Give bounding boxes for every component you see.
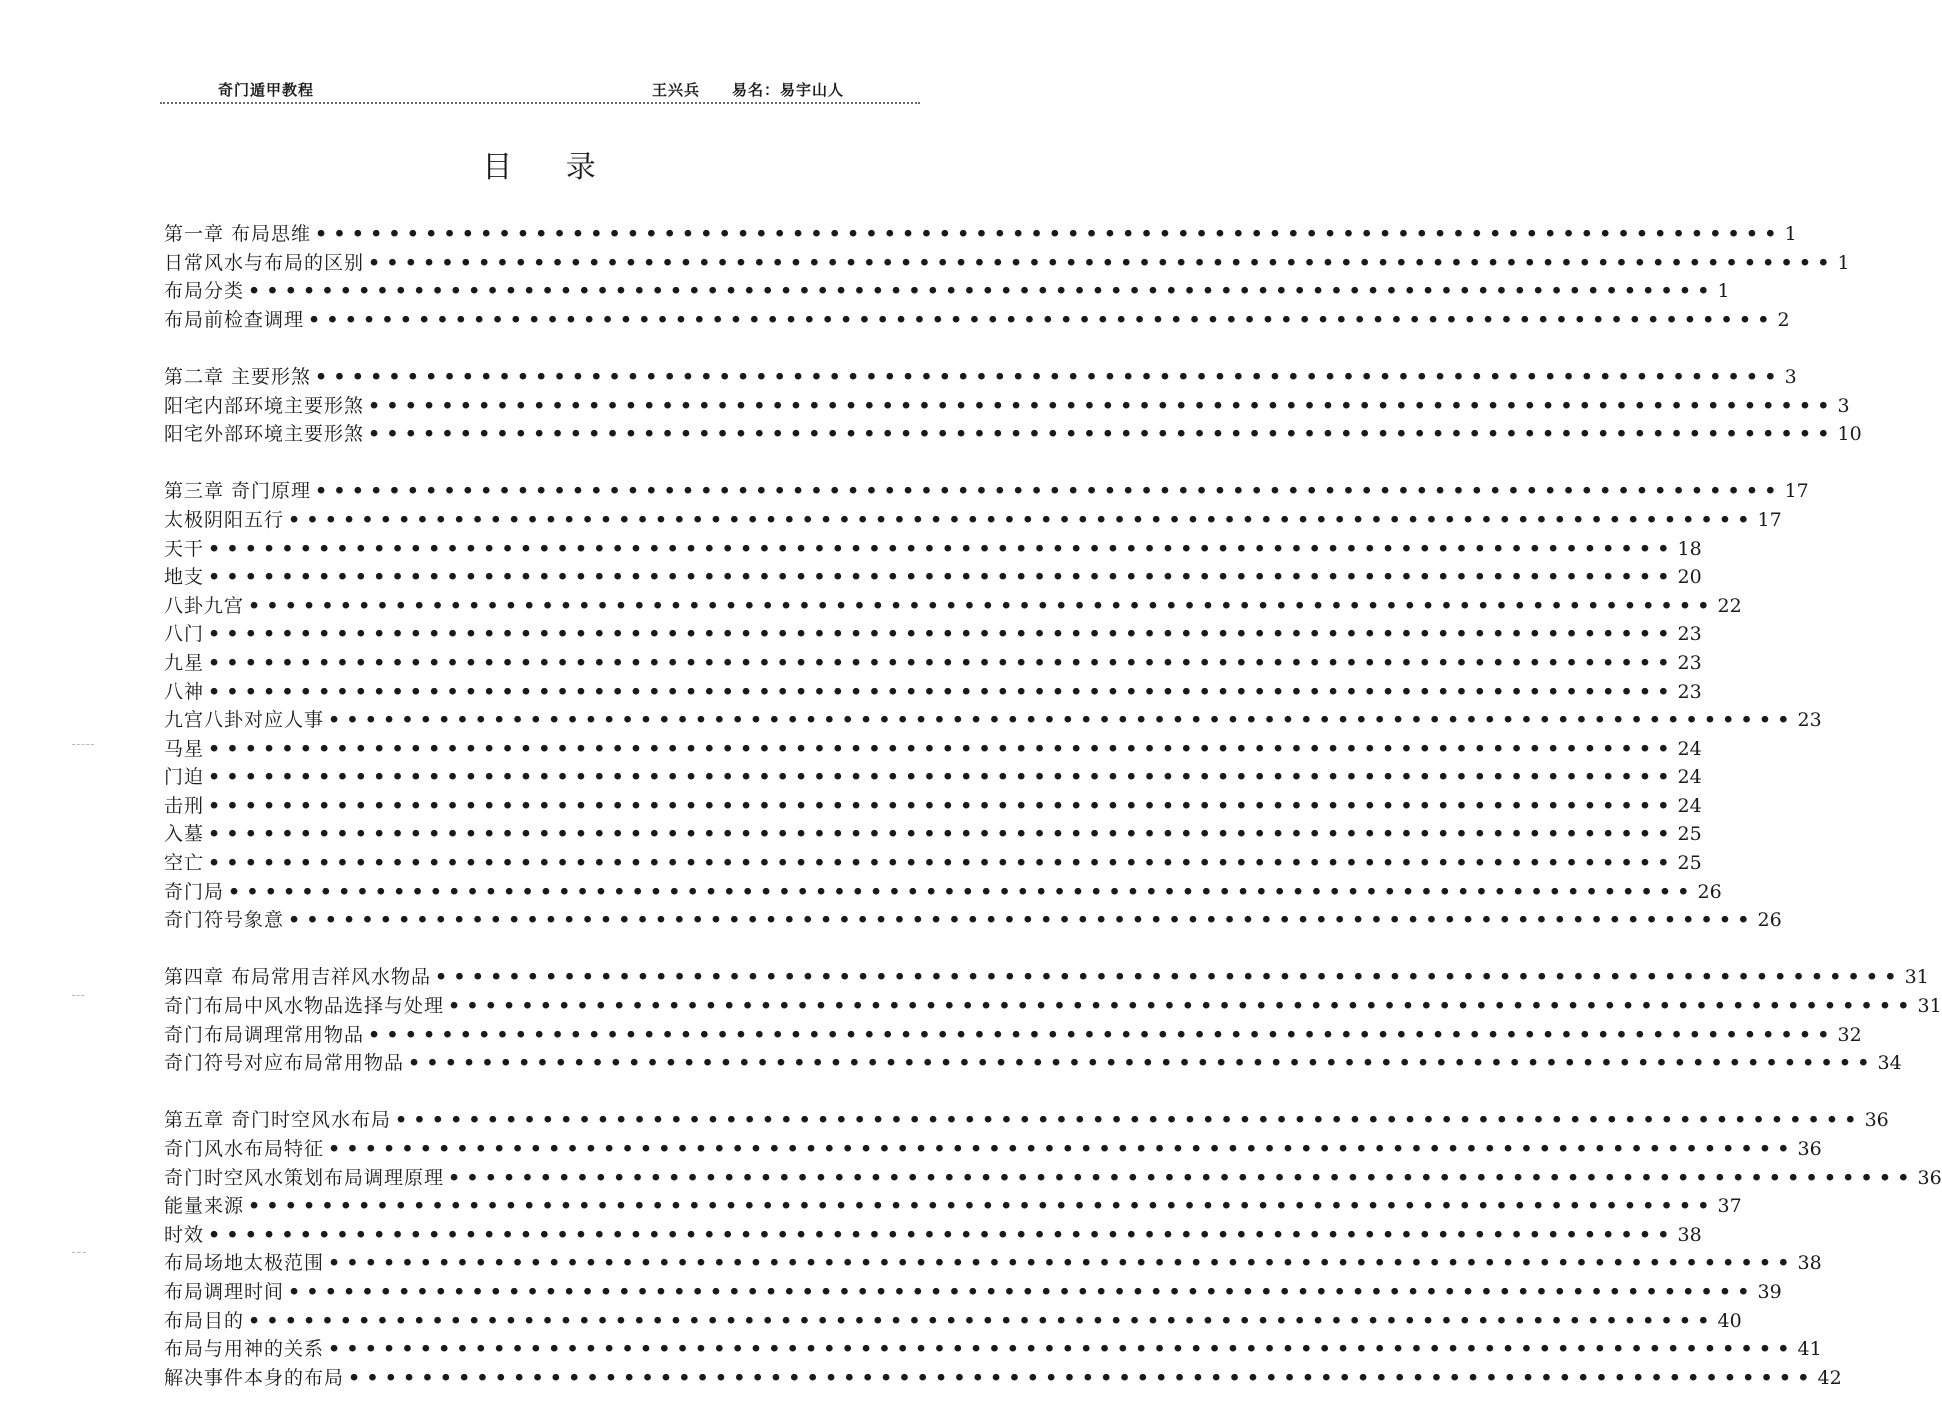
toc-page-number: 37 [1717,1195,1742,1218]
toc-entry-label: 九宫八卦对应人事 [164,709,325,732]
toc-page-number: 1 [1717,280,1730,303]
toc-leader-dots: •••••••••••••••••••••••••••••••••••••••••••••••••••••••••••••••••••••••••••••••• [328,1138,1796,1160]
toc-entry[interactable] [164,592,1742,621]
toc-entry[interactable] [164,1364,1842,1393]
toc-entry-label: 解决事件本身的布局 [164,1366,345,1389]
toc-leader-dots: •••••••••••••••••••••••••••••••••••••••••••••••••••••••••••••••••••••••••••••••• [208,737,1676,760]
toc-leader-dots: •••••••••••••••••••••••••••••••••••••••••••••••••••••••••••••••••••••••••••••••• [408,1052,1876,1075]
toc-entry[interactable] [164,792,1702,821]
toc-leader-dots: •••••••••••••••••••••••••••••••••••••••••••••••••••••••••••••••••••••••••••••••• [208,623,1676,646]
toc-entry-label: 击刑 [164,794,205,817]
toc-entry-label: 第二章 主要形煞 [164,365,312,388]
toc-leader-dots: •••••••••••••••••••••••••••••••••••••••••••••••••••••••••••••••••••••••••••••••• [208,537,1676,560]
toc-page-number: 25 [1677,823,1702,846]
toc-leader-dots: •••••••••••••••••••••••••••••••••••••••••••••••••••••••••••••••••••••••••••••••• [368,251,1836,274]
page-title: 目 录 [482,150,618,185]
toc-entry[interactable] [164,420,1862,449]
toc-leader-dots: •••••••••••••••••••••••••••••••••••••••••••••••••••••••••••••••••••••••••••••••• [288,508,1756,531]
header-divider [160,102,920,104]
toc-leader-dots: •••••••••••••••••••••••••••••••••••••••••••••••••••••••••••••••••••••••••••••••• [435,966,1903,989]
toc-leader-dots: •••••••••••••••••••••••••••••••••••••••••••••••••••••••••••••••••••••••••••••••• [328,1338,1796,1361]
toc-entry[interactable] [164,1164,1942,1193]
toc-page-number: 1 [1784,223,1797,245]
toc-entry-label: 奇门时空风水策划布局调理原理 [164,1166,445,1189]
toc-entry-label: 太极阴阳五行 [164,508,285,531]
table-of-contents [164,220,1942,1392]
toc-leader-dots: •••••••••••••••••••••••••••••••••••••••••••••••••••••••••••••••••••••••••••••••• [315,480,1783,503]
toc-leader-dots: •••••••••••••••••••••••••••••••••••••••••••••••••••••••••••••••••••••••••••••••• [248,1309,1716,1332]
toc-entry-label: 奇门局 [164,880,225,903]
toc-page-number: 17 [1757,508,1782,531]
toc-entry-label: 门迫 [164,766,205,789]
toc-page-number: 42 [1817,1366,1842,1389]
scan-speck [72,744,94,745]
toc-entry-label: 布局前检查调理 [164,308,305,331]
toc-leader-dots: •••••••••••••••••••••••••••••••••••••••••••••••••••••••••••••••••••••••••••••••• [315,223,1783,245]
toc-entry[interactable] [164,1221,1702,1250]
toc-entry-label: 奇门风水布局特征 [164,1138,325,1160]
toc-entry-label: 第一章 布局思维 [164,223,312,245]
toc-leader-dots: •••••••••••••••••••••••••••••••••••••••••••••••••••••••••••••••••••••••••••••••• [208,651,1676,674]
toc-entry[interactable] [164,535,1702,564]
toc-leader-dots: •••••••••••••••••••••••••••••••••••••••••••••••••••••••••••••••••••••••••••••••• [368,394,1836,417]
toc-leader-dots: •••••••••••••••••••••••••••••••••••••••••••••••••••••••••••••••••••••••••••••••• [328,1252,1796,1275]
toc-leader-dots: •••••••••••••••••••••••••••••••••••••••••••••••••••••••••••••••••••••••••••••••• [348,1366,1816,1389]
toc-leader-dots: •••••••••••••••••••••••••••••••••••••••••••••••••••••••••••••••••••••••••••••••• [368,1023,1836,1046]
toc-entry-label: 地支 [164,566,205,589]
toc-entry[interactable] [164,306,1790,335]
toc-chapter-entry[interactable] [164,363,1797,392]
toc-page-number: 22 [1717,594,1742,617]
toc-entry[interactable] [164,735,1702,764]
toc-leader-dots: •••••••••••••••••••••••••••••••••••••••••••••••••••••••••••••••••••••••••••••••• [328,709,1796,732]
toc-entry[interactable] [164,277,1730,306]
toc-leader-dots: •••••••••••••••••••••••••••••••••••••••••••••••••••••••••••••••••••••••••••••••• [208,852,1676,875]
toc-page-number: 24 [1677,794,1702,817]
section-gap [164,334,920,363]
toc-chapter-entry[interactable] [164,963,1929,992]
toc-leader-dots: •••••••••••••••••••••••••••••••••••••••••••••••••••••••••••••••••••••••••••••••• [308,308,1776,331]
toc-entry-label: 奇门符号对应布局常用物品 [164,1052,405,1075]
toc-chapter-entry[interactable] [164,220,1797,249]
section-gap [164,1078,920,1107]
toc-page-number: 39 [1757,1280,1782,1303]
toc-page-number: 3 [1837,394,1850,417]
toc-entry[interactable] [164,992,1942,1021]
toc-entry[interactable] [164,878,1722,907]
toc-entry-label: 阳宅内部环境主要形煞 [164,394,365,417]
toc-leader-dots: •••••••••••••••••••••••••••••••••••••••••••••••••••••••••••••••••••••••••••••••• [248,1195,1716,1218]
scan-speck [72,1252,86,1253]
running-header-title: 奇门遁甲教程 [218,81,315,99]
toc-page-number: 41 [1797,1338,1822,1361]
toc-entry-label: 第五章 奇门时空风水布局 [164,1109,392,1132]
toc-page-number: 31 [1904,966,1929,989]
toc-leader-dots: •••••••••••••••••••••••••••••••••••••••••••••••••••••••••••••••••••••••••••••••• [288,1280,1756,1303]
toc-page-number: 1 [1837,251,1850,274]
section-gap [164,935,920,964]
toc-entry-label: 第四章 布局常用吉祥风水物品 [164,966,432,989]
toc-entry-label: 马星 [164,737,205,760]
toc-entry[interactable] [164,1307,1742,1336]
toc-page-number: 10 [1837,423,1862,446]
scan-speck [72,995,84,996]
toc-page-number: 3 [1784,365,1797,388]
toc-page-number: 36 [1917,1166,1942,1189]
toc-entry-label: 第三章 奇门原理 [164,480,312,503]
toc-entry[interactable] [164,506,1782,535]
toc-leader-dots: •••••••••••••••••••••••••••••••••••••••••••••••••••••••••••••••••••••••••••••••• [248,594,1716,617]
toc-page-number: 38 [1797,1252,1822,1275]
toc-leader-dots: •••••••••••••••••••••••••••••••••••••••••••••••••••••••••••••••••••••••••••••••• [208,823,1676,846]
toc-page-number: 2 [1777,308,1790,331]
toc-page-number: 32 [1837,1023,1862,1046]
toc-entry[interactable] [164,249,1850,278]
toc-leader-dots: •••••••••••••••••••••••••••••••••••••••••••••••••••••••••••••••••••••••••••••••• [228,880,1696,903]
toc-entry-label: 布局与用神的关系 [164,1338,325,1361]
toc-entry[interactable] [164,763,1702,792]
toc-entry[interactable] [164,563,1702,592]
toc-entry-label: 时效 [164,1223,205,1246]
toc-entry[interactable] [164,1135,1822,1164]
toc-entry-label: 布局场地太极范围 [164,1252,325,1275]
toc-leader-dots: •••••••••••••••••••••••••••••••••••••••••••••••••••••••••••••••••••••••••••••••• [288,909,1756,932]
toc-page-number: 38 [1677,1223,1702,1246]
toc-page-number: 20 [1677,566,1702,589]
toc-entry-label: 奇门布局调理常用物品 [164,1023,365,1046]
toc-chapter-entry[interactable] [164,1106,1889,1135]
toc-entry-label: 奇门布局中风水物品选择与处理 [164,995,445,1018]
toc-entry[interactable] [164,392,1850,421]
toc-entry-label: 八门 [164,623,205,646]
toc-entry[interactable] [164,1049,1902,1078]
toc-page-number: 26 [1757,909,1782,932]
toc-entry[interactable] [164,849,1702,878]
toc-entry-label: 八神 [164,680,205,703]
toc-page-number: 40 [1717,1309,1742,1332]
toc-entry[interactable] [164,1335,1822,1364]
toc-entry[interactable] [164,678,1702,707]
toc-page-number: 24 [1677,766,1702,789]
toc-entry-label: 布局分类 [164,280,245,303]
toc-entry[interactable] [164,620,1702,649]
toc-leader-dots: •••••••••••••••••••••••••••••••••••••••••••••••••••••••••••••••••••••••••••••••• [208,794,1676,817]
toc-leader-dots: •••••••••••••••••••••••••••••••••••••••••••••••••••••••••••••••••••••••••••••••• [208,766,1676,789]
toc-entry-label: 天干 [164,537,205,560]
toc-entry-label: 能量来源 [164,1195,245,1218]
toc-page-number: 23 [1677,623,1702,646]
toc-entry-label: 奇门符号象意 [164,909,285,932]
toc-page-number: 23 [1677,680,1702,703]
section-gap [164,449,920,478]
toc-page-number: 36 [1797,1138,1822,1160]
toc-entry[interactable] [164,706,1822,735]
toc-page-number: 36 [1864,1109,1889,1132]
toc-page-number: 26 [1697,880,1722,903]
toc-leader-dots: •••••••••••••••••••••••••••••••••••••••••••••••••••••••••••••••••••••••••••••••• [448,995,1916,1018]
toc-page-number: 23 [1677,651,1702,674]
toc-page-number: 25 [1677,852,1702,875]
toc-entry-label: 九星 [164,651,205,674]
toc-page-number: 34 [1877,1052,1902,1075]
running-header-author: 王兴兵 易名：易宇山人 [652,81,845,99]
toc-entry-label: 布局调理时间 [164,1280,285,1303]
toc-entry-label: 入墓 [164,823,205,846]
toc-entry-label: 日常风水与布局的区别 [164,251,365,274]
toc-entry-label: 八卦九宫 [164,594,245,617]
toc-leader-dots: •••••••••••••••••••••••••••••••••••••••••••••••••••••••••••••••••••••••••••••••• [208,680,1676,703]
toc-entry-label: 阳宅外部环境主要形煞 [164,423,365,446]
toc-chapter-entry[interactable] [164,477,1809,506]
toc-page-number: 18 [1677,537,1702,560]
toc-entry-label: 空亡 [164,852,205,875]
toc-leader-dots: •••••••••••••••••••••••••••••••••••••••••••••••••••••••••••••••••••••••••••••••• [208,566,1676,589]
toc-page-number: 23 [1797,709,1822,732]
toc-entry[interactable] [164,1021,1862,1050]
toc-entry[interactable] [164,906,1782,935]
toc-leader-dots: •••••••••••••••••••••••••••••••••••••••••••••••••••••••••••••••••••••••••••••••• [208,1223,1676,1246]
toc-entry[interactable] [164,1192,1742,1221]
toc-leader-dots: •••••••••••••••••••••••••••••••••••••••••••••••••••••••••••••••••••••••••••••••• [368,423,1836,446]
toc-page-number: 31 [1917,995,1942,1018]
toc-leader-dots: •••••••••••••••••••••••••••••••••••••••••••••••••••••••••••••••••••••••••••••••• [395,1109,1863,1132]
toc-leader-dots: •••••••••••••••••••••••••••••••••••••••••••••••••••••••••••••••••••••••••••••••• [315,365,1783,388]
toc-entry[interactable] [164,1249,1822,1278]
toc-entry[interactable] [164,649,1702,678]
toc-entry-label: 布局目的 [164,1309,245,1332]
toc-entry[interactable] [164,820,1702,849]
toc-page-number: 24 [1677,737,1702,760]
toc-entry[interactable] [164,1278,1782,1307]
toc-page-number: 17 [1784,480,1809,503]
toc-leader-dots: •••••••••••••••••••••••••••••••••••••••••••••••••••••••••••••••••••••••••••••••• [248,280,1716,303]
toc-leader-dots: •••••••••••••••••••••••••••••••••••••••••••••••••••••••••••••••••••••••••••••••• [448,1166,1916,1189]
